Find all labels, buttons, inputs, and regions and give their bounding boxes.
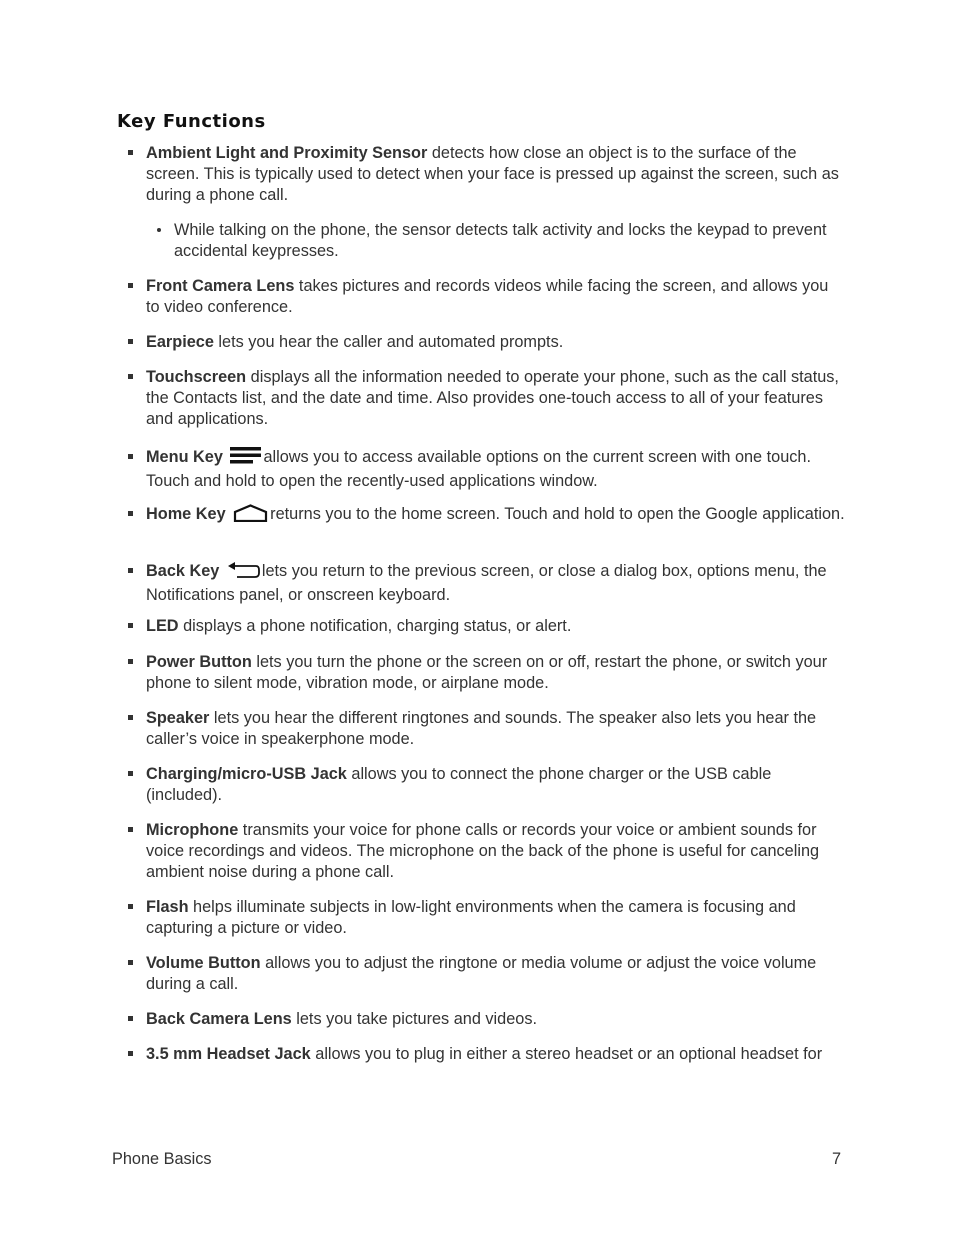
footer-page-number: 7 [832,1150,842,1168]
back-icon [227,561,260,585]
menu-icon [230,447,261,471]
item-text: lets you take pictures and videos. [291,1010,537,1028]
square-bullet [128,454,133,459]
list-item-back-key [146,561,846,606]
list-item-menu-key [146,447,846,492]
sub-list-item-talk-activity [174,220,844,262]
item-text: displays all the information needed to operate your phone, such as the call status, the Contacts list, and the date and time. Also provides one-touch access to all of your features and applications. [146,368,839,428]
square-bullet [128,659,133,664]
section-heading: Key Functions [117,111,266,132]
square-bullet [128,1016,133,1021]
round-bullet [157,228,161,232]
item-term: Flash [146,898,189,916]
square-bullet [128,511,133,516]
item-text: lets you hear the caller and automated prompts. [213,333,564,351]
list-item-speaker [146,708,846,750]
square-bullet [128,715,133,720]
item-text: allows you to adjust the ringtone or media volume or adjust the voice volume during a call. [146,954,817,993]
item-text: helps illuminate subjects in low-light environments when the camera is focusing and capturing a picture or video. [146,898,796,937]
item-text: takes pictures and records videos while facing the screen, and allows you to video conference. [146,277,829,316]
list-item-earpiece [146,332,846,353]
square-bullet [128,904,133,909]
list-item-front-camera-lens [146,276,846,318]
item-term: Back Camera Lens [146,1010,292,1028]
item-text: lets you hear the different ringtones and sounds. The speaker also lets you hear the caller’s voice in speakerphone mode. [146,709,817,748]
item-text: displays a phone notification, charging status, or alert. [178,617,572,635]
list-item-touchscreen [146,367,846,430]
item-term: Menu Key [146,448,223,466]
item-term: Ambient Light and Proximity Sensor [146,144,428,162]
item-text: allows you to access available options on the current screen with one touch. Touch and hold to open the recently-used applications window. [146,448,811,490]
list-item-led [146,616,846,637]
square-bullet [128,1051,133,1056]
square-bullet [128,374,133,379]
item-term: Home Key [146,505,226,523]
list-item-home-key [146,504,846,528]
item-term: Front Camera Lens [146,277,295,295]
square-bullet [128,771,133,776]
list-item-flash [146,897,846,939]
list-item-headset-jack [146,1044,856,1065]
square-bullet [128,960,133,965]
item-term: LED [146,617,179,635]
list-item-microphone [146,820,846,883]
list-item-back-camera-lens [146,1009,846,1030]
item-term: Power Button [146,653,252,671]
item-text: detects how close an object is to the surface of the screen. This is typically used to detect when your face is pressed up against the screen, such as during a phone call. [146,144,839,204]
item-term: Charging/micro-USB Jack [146,765,347,783]
home-icon [233,504,268,528]
square-bullet [128,623,133,628]
square-bullet [128,339,133,344]
square-bullet [128,150,133,155]
list-item-charging-jack [146,764,846,806]
square-bullet [128,568,133,573]
list-item-volume-button [146,953,846,995]
item-text: allows you to connect the phone charger or the USB cable (included). [146,765,772,804]
sub-item-text: While talking on the phone, the sensor detects talk activity and locks the keypad to prevent accidental keypresses. [174,221,827,260]
item-text: lets you return to the previous screen, or close a dialog box, options menu, the Notifications panel, or onscreen keyboard. [146,562,827,604]
item-text: allows you to plug in either a stereo headset or an optional headset for [310,1045,823,1063]
list-item-ambient-light-sensor [146,143,846,206]
footer-section-name: Phone Basics [112,1150,212,1168]
square-bullet [128,283,133,288]
item-term: Speaker [146,709,210,727]
square-bullet [128,827,133,832]
item-term: Volume Button [146,954,261,972]
item-text: lets you turn the phone or the screen on or off, restart the phone, or switch your phone to silent mode, vibration mode, or airplane mode. [146,653,828,692]
item-term: Touchscreen [146,368,247,386]
item-text: returns you to the home screen. Touch and hold to open the Google application. [270,505,845,523]
item-term: Microphone [146,821,239,839]
item-term: 3.5 mm Headset Jack [146,1045,311,1063]
item-term: Earpiece [146,333,214,351]
item-term: Back Key [146,562,220,580]
item-text: transmits your voice for phone calls or records your voice or ambient sounds for voice recordings and videos. The microphone on the back of the phone is useful for canceling ambient noise during a phone call. [146,821,820,881]
list-item-power-button [146,652,846,694]
